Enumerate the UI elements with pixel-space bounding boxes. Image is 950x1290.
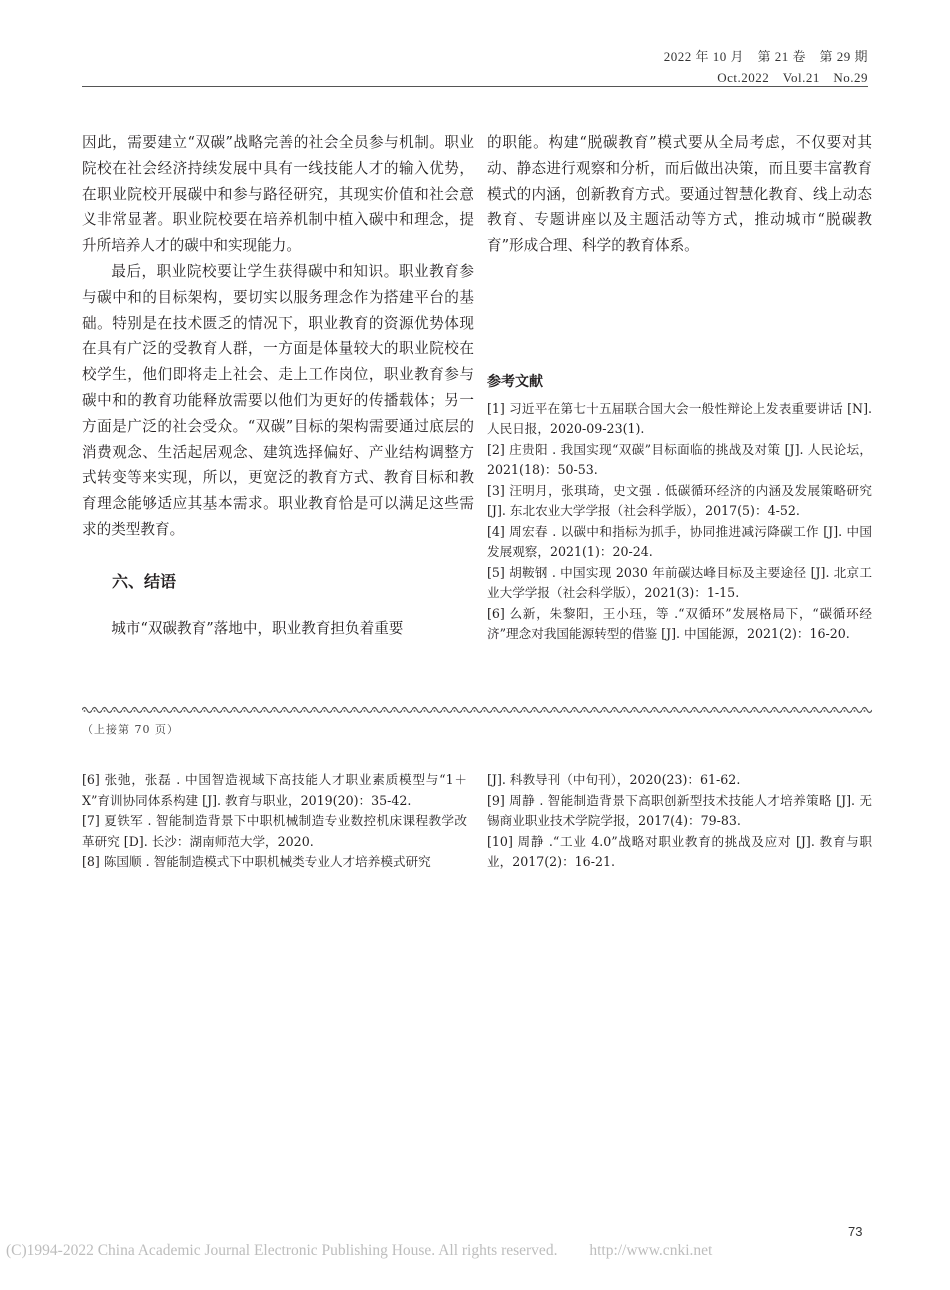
reference-item: [10] 周静 .“工业 4.0”战略对职业教育的挑战及应对 [J]. 教育与职业，2017(2)：16-21. xyxy=(487,833,872,869)
right-column xyxy=(487,130,872,645)
header-rule xyxy=(82,86,868,87)
reference-item: [1] 习近平在第七十五届联合国大会一般性辩论上发表重要讲话 [N]. 人民日报，2020-09-23(1). xyxy=(487,400,872,437)
paragraph: 最后，职业院校要让学生获得碳中和知识。职业教育参与碳中和的目标架构，要切实以服务理念作为搭建平台的基础。特别是在技术匮乏的情况下，职业教育的资源优势体现在具有广泛的受教育人群，一方面是体量较大的职业院校在校学生，他们即将走上社会、走上工作岗位，职业教育参与碳中和的教育功能释放需要以他们为更好的传播载体；另一方面是广泛的社会受众。“双碳”目标的架构需要通过底层的消费观念、生活起居观念、建筑选择偏好、产业结构调整方式转变等来实现，所以，更宽泛的教育方式、教育目标和教育理念能够适应其基本需求。职业教育恰是可以满足这些需求的类型教育。 xyxy=(82,262,474,538)
paragraph: 因此，需要建立“双碳”战略完善的社会全员参与机制。职业院校在社会经济持续发展中具有一线技能人才的输入优势，在职业院校开展碳中和参与路径研究，其现实价值和社会意义非常显著。职业院校要在培养机制中植入碳中和理念，提升所培养人才的碳中和实现能力。 xyxy=(82,134,474,255)
reference-item: [5] 胡鞍钢 . 中国实现 2030 年前碳达峰目标及主要途径 [J]. 北京工业大学学报（社会科学版），2021(3)：1-15. xyxy=(487,564,872,601)
reference-item: [J]. 科教导刊（中旬刊），2020(23)：61-62. xyxy=(487,772,741,787)
continued-references-left xyxy=(82,770,467,873)
reference-item: [4] 周宏春 . 以碳中和指标为抓手，协同推进减污降碳工作 [J]. 中国发展观察，2021(1)：20-24. xyxy=(487,523,872,560)
reference-item: [6] 么新，朱黎阳，王小珏，等 .“双循环”发展格局下，“碳循环经济”理念对我国能源转型的借鉴 [J]. 中国能源，2021(2)：16-20. xyxy=(487,605,872,642)
journal-issue-en: Oct.2022 Vol.21 No.29 xyxy=(717,70,868,85)
journal-issue-cn: 2022 年 10 月 第 21 卷 第 29 期 xyxy=(663,49,868,64)
reference-item: [6] 张弛，张磊 . 中国智造视域下高技能人才职业素质模型与“1＋X”育训协同体系构建 [J]. 教育与职业，2019(20)：35-42. xyxy=(82,772,467,808)
reference-item: [3] 汪明月，张琪琦，史文强 . 低碳循环经济的内涵及发展策略研究 [J]. 东北农业大学学报（社会科学版），2017(5)：4-52. xyxy=(487,482,872,519)
section-heading: 六、结语 xyxy=(112,571,177,591)
paragraph: 城市“双碳教育”落地中，职业教育担负着重要 xyxy=(111,619,404,637)
reference-item: [8] 陈国顺 . 智能制造模式下中职机械类专业人才培养模式研究 xyxy=(82,854,431,869)
left-column xyxy=(82,130,474,642)
references-heading: 参考文献 xyxy=(487,373,543,390)
reference-item: [2] 庄贵阳 . 我国实现“双碳”目标面临的挑战及对策 [J]. 人民论坛，2021(18)：50-53. xyxy=(487,441,872,478)
reference-item: [7] 夏铁军 . 智能制造背景下中职机械制造专业数控机床课程教学改革研究 [D]. 长沙：湖南师范大学，2020. xyxy=(82,813,467,849)
copyright-footer xyxy=(6,1242,740,1260)
paragraph: 的职能。构建“脱碳教育”模式要从全局考虑，不仅要对其动、静态进行观察和分析，而后做出决策，而且要丰富教育模式的内涵，创新教育方式。要通过智慧化教育、线上动态教育、专题讲座以及主题活动等方式，推动城市“脱碳教育”形成合理、科学的教育体系。 xyxy=(487,134,872,255)
reference-item: [9] 周静 . 智能制造背景下高职创新型技术技能人才培养策略 [J]. 无锡商业职业技术学院学报，2017(4)：79-83. xyxy=(487,792,872,828)
continued-references-right xyxy=(487,770,872,873)
ornamental-divider xyxy=(82,700,872,720)
cnki-link[interactable]: http://www.cnki.net xyxy=(589,1242,713,1259)
page-number: 73 xyxy=(848,1224,863,1239)
copyright-text: (C)1994-2022 China Academic Journal Electronic Publishing House. All rights reserved. xyxy=(6,1242,558,1259)
continued-note: （上接第 70 页） xyxy=(82,723,179,736)
